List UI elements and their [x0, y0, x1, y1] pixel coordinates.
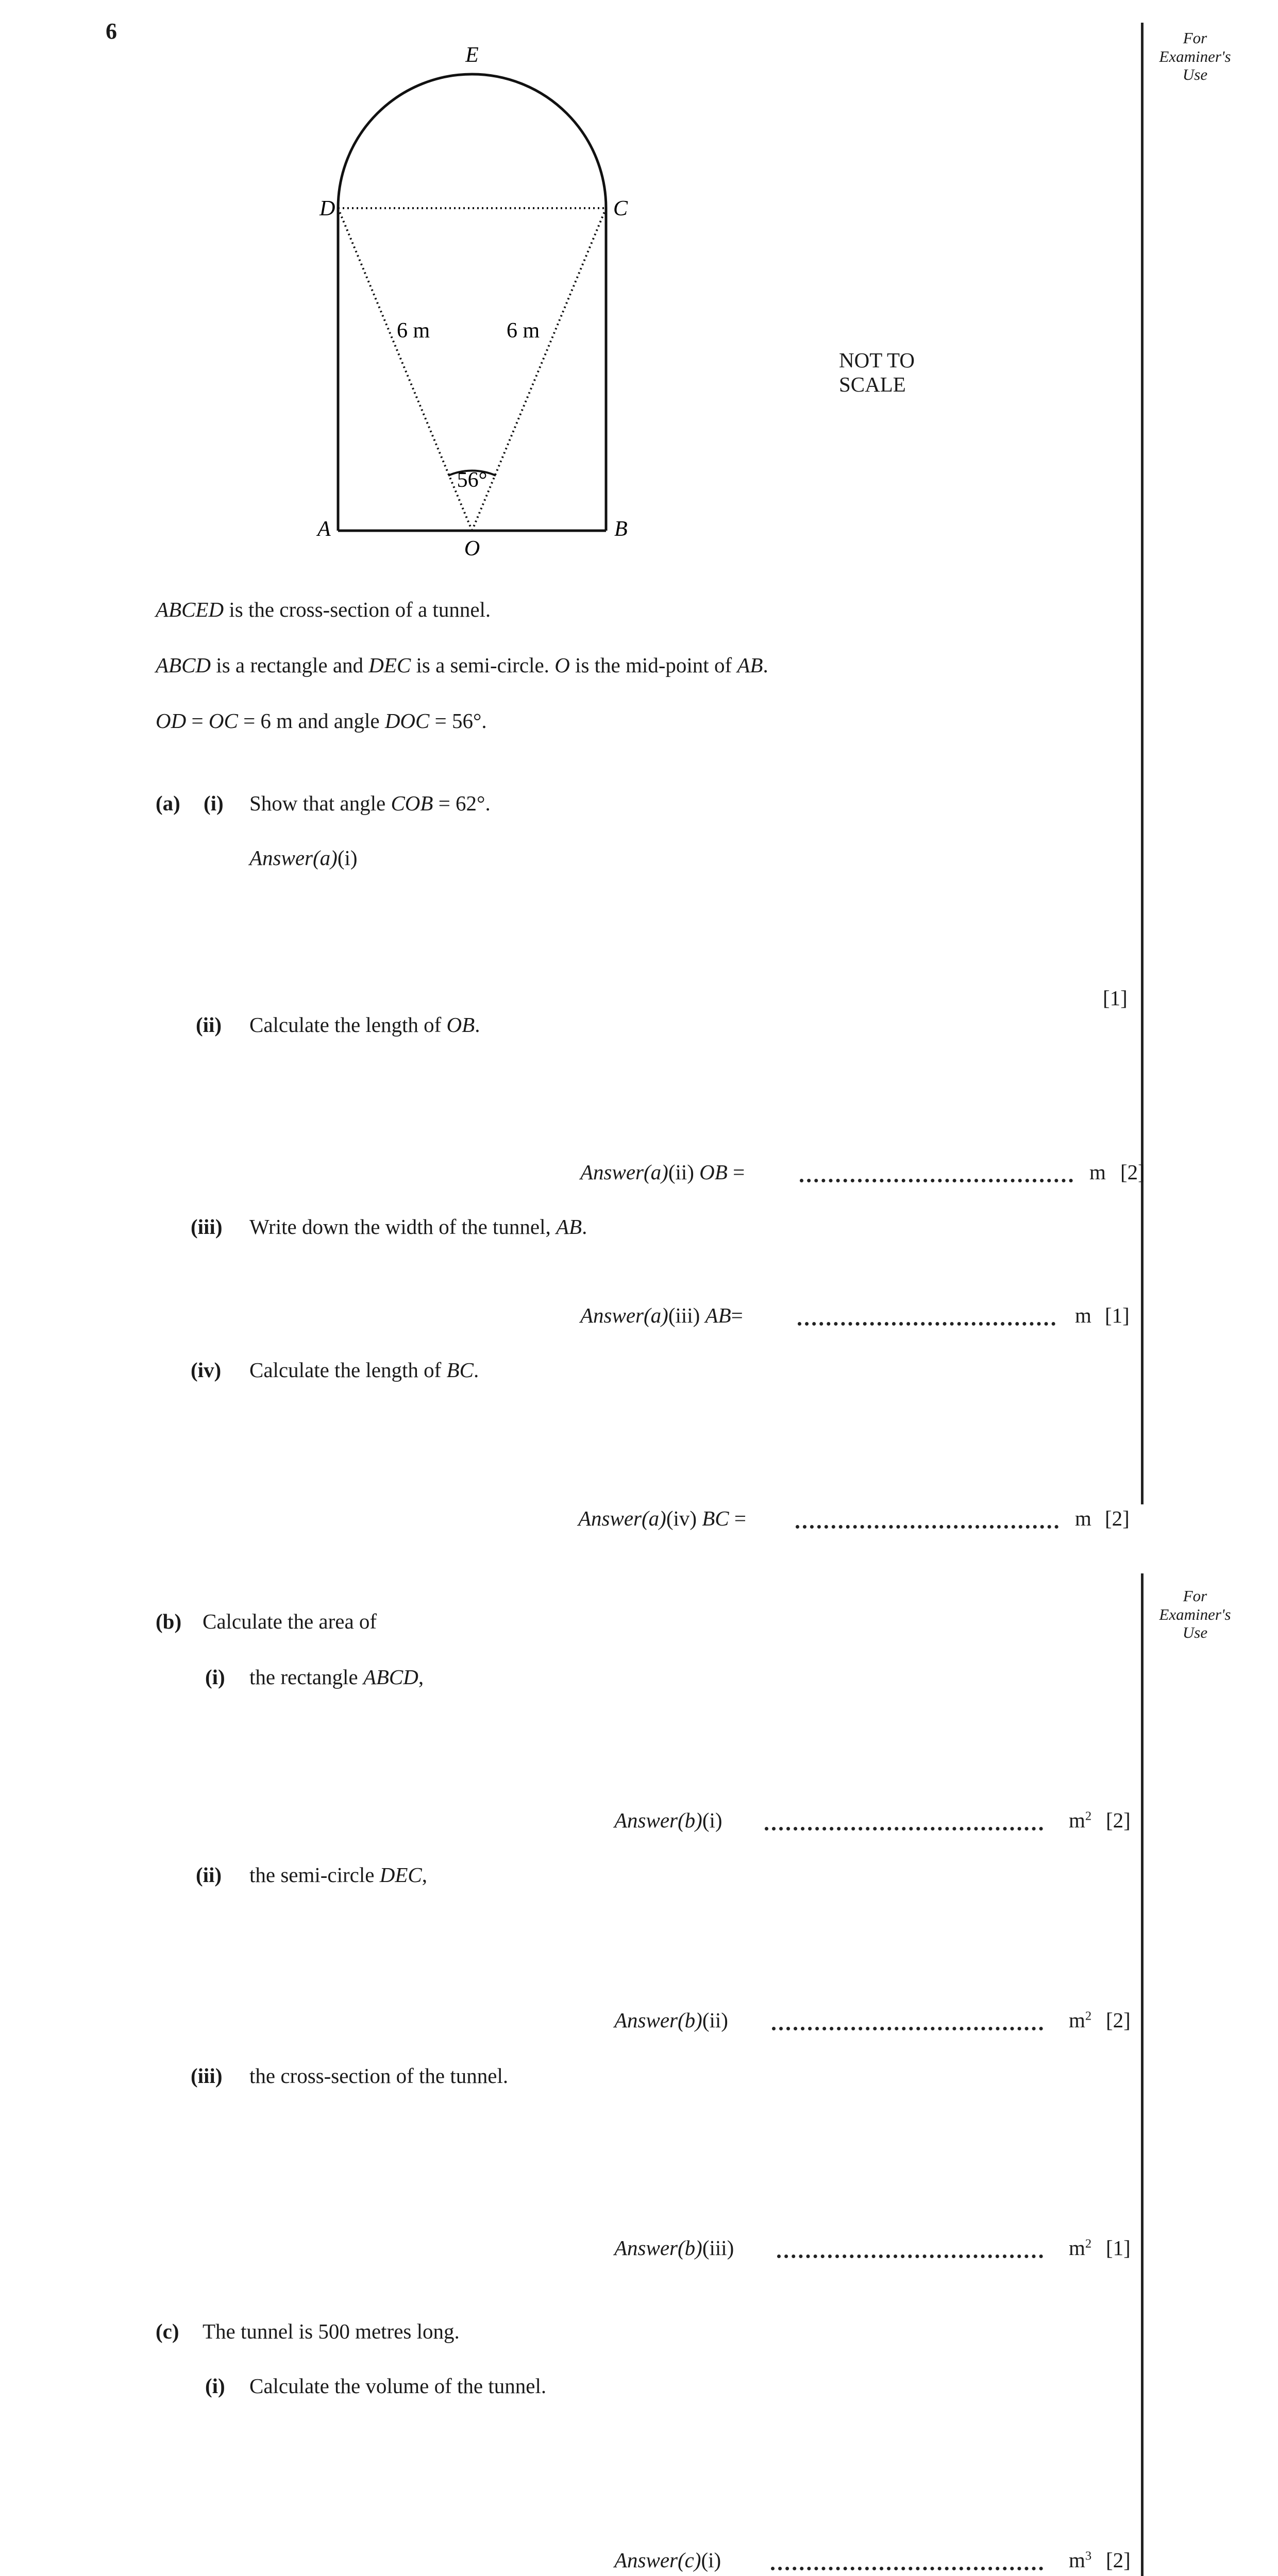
part-a-i-answer-label: Answer(a)(i) — [249, 846, 358, 870]
part-b-i-marks: [2] — [1106, 1808, 1131, 1832]
part-a-ii-answer-line[interactable] — [800, 1179, 1073, 1182]
part-c-i-unit: $m^3$ — [1069, 2548, 1092, 2572]
part-a-iv-unit: m — [1075, 1506, 1091, 1530]
part-b-i-question: the rectangle ABCD, — [249, 1665, 424, 1689]
part-c-i-answer-line[interactable] — [771, 2567, 1043, 2570]
part-b-iii-unit: $m^2$ — [1069, 2236, 1092, 2260]
part-b-ii-question: the semi-circle DEC, — [249, 1863, 427, 1887]
dotted-od — [338, 208, 472, 531]
examiner-line2: Examiner's — [1159, 47, 1231, 65]
part-a-iii-answer-line[interactable] — [798, 1322, 1055, 1326]
part-a-ii-answer-label: Answer(a)(ii) OB = — [580, 1160, 745, 1184]
dotted-oc — [472, 208, 606, 531]
length-oc-label: 6 m — [507, 319, 540, 343]
part-b-ii-answer-label: Answer(b)(ii) — [614, 2008, 728, 2032]
part-b-iii-answer-line[interactable] — [777, 2255, 1043, 2258]
not-to-scale-note — [839, 348, 915, 397]
part-b-ii-unit: $m^2$ — [1069, 2008, 1092, 2032]
part-a-iv-marks: [2] — [1105, 1506, 1130, 1530]
part-c-i-question: Calculate the volume of the tunnel. — [249, 2374, 547, 2398]
part-a-iii-unit: m — [1075, 1303, 1091, 1327]
part-b-i-answer-label: Answer(b)(i) — [614, 1808, 722, 1832]
label-e: E — [465, 43, 479, 67]
part-b-i-answer-line[interactable] — [765, 1827, 1043, 1831]
part-a-ii-label: (ii) — [196, 1013, 222, 1037]
part-b-i-unit: $m^2$ — [1069, 1808, 1092, 1832]
intro-line-2: ABCD is a rectangle and DEC is a semi-circle. O is the mid-point of AB. — [156, 653, 768, 677]
part-a-ii-question: Calculate the length of OB. — [249, 1013, 480, 1037]
examiner-line3: Use — [1182, 65, 1208, 84]
examiner-margin-rule-bottom — [1141, 1573, 1144, 2576]
part-c-intro: The tunnel is 500 metres long. — [203, 2319, 460, 2343]
part-b-iii-question: the cross-section of the tunnel. — [249, 2064, 509, 2088]
label-d: D — [320, 197, 335, 221]
label-b: B — [614, 517, 628, 541]
label-c: C — [613, 197, 628, 221]
part-b-ii-label: (ii) — [196, 1863, 222, 1887]
part-b-intro: Calculate the area of — [203, 1609, 377, 1633]
part-a-iv-question: Calculate the length of BC. — [249, 1358, 479, 1382]
part-c-label: (c) — [156, 2319, 179, 2343]
part-a-iii-label: (iii) — [191, 1215, 223, 1239]
part-a-ii-unit: m — [1089, 1160, 1106, 1184]
not-to-scale-line1: NOT TO — [839, 348, 915, 372]
part-b-i-label: (i) — [205, 1665, 225, 1689]
examiner-margin-rule-top — [1141, 23, 1144, 1504]
angle-label: 56° — [457, 468, 487, 492]
intro-line-3: OD = OC = 6 m and angle DOC = 56°. — [156, 709, 487, 733]
examiner-line2: Examiner's — [1159, 1605, 1231, 1623]
part-b-iii-marks: [1] — [1106, 2236, 1131, 2260]
part-a-i-question: Show that angle COB = 62°. — [249, 791, 491, 815]
length-od-label: 6 m — [397, 319, 430, 343]
part-a-iii-answer-label: Answer(a)(iii) AB= — [580, 1303, 743, 1327]
part-a-label: (a) — [156, 791, 180, 815]
part-b-ii-marks: [2] — [1106, 2008, 1131, 2032]
part-b-label: (b) — [156, 1609, 182, 1633]
label-a: A — [317, 517, 331, 541]
part-c-i-answer-label: Answer(c)(i) — [614, 2548, 721, 2572]
part-a-i-marks: [1] — [1103, 986, 1128, 1010]
part-b-ii-answer-line[interactable] — [772, 2027, 1043, 2030]
label-o: O — [464, 537, 480, 561]
part-a-iii-marks: [1] — [1105, 1303, 1130, 1327]
examiner-use-box-bottom — [1151, 1587, 1239, 1642]
part-a-iv-label: (iv) — [191, 1358, 222, 1382]
part-a-iii-question: Write down the width of the tunnel, AB. — [249, 1215, 587, 1239]
examiner-line1: For — [1183, 29, 1207, 47]
examiner-line1: For — [1183, 1587, 1207, 1605]
semicircle-dec — [338, 74, 606, 208]
examiner-use-box-top — [1151, 29, 1239, 84]
part-a-ii-marks: [2] — [1120, 1160, 1145, 1184]
part-c-i-marks: [2] — [1106, 2548, 1131, 2572]
part-b-iii-label: (iii) — [191, 2064, 223, 2088]
part-a-iv-answer-label: Answer(a)(iv) BC = — [578, 1506, 747, 1530]
question-number: 6 — [106, 19, 117, 44]
part-b-iii-answer-label: Answer(b)(iii) — [614, 2236, 734, 2260]
intro-line-1: ABCED is the cross-section of a tunnel. — [156, 598, 491, 621]
part-a-iv-answer-line[interactable] — [796, 1525, 1058, 1529]
tunnel-diagram — [289, 36, 680, 572]
part-a-i-label: (i) — [204, 791, 224, 815]
part-c-i-label: (i) — [205, 2374, 225, 2398]
not-to-scale-line2: SCALE — [839, 372, 906, 397]
examiner-line3: Use — [1182, 1623, 1208, 1642]
